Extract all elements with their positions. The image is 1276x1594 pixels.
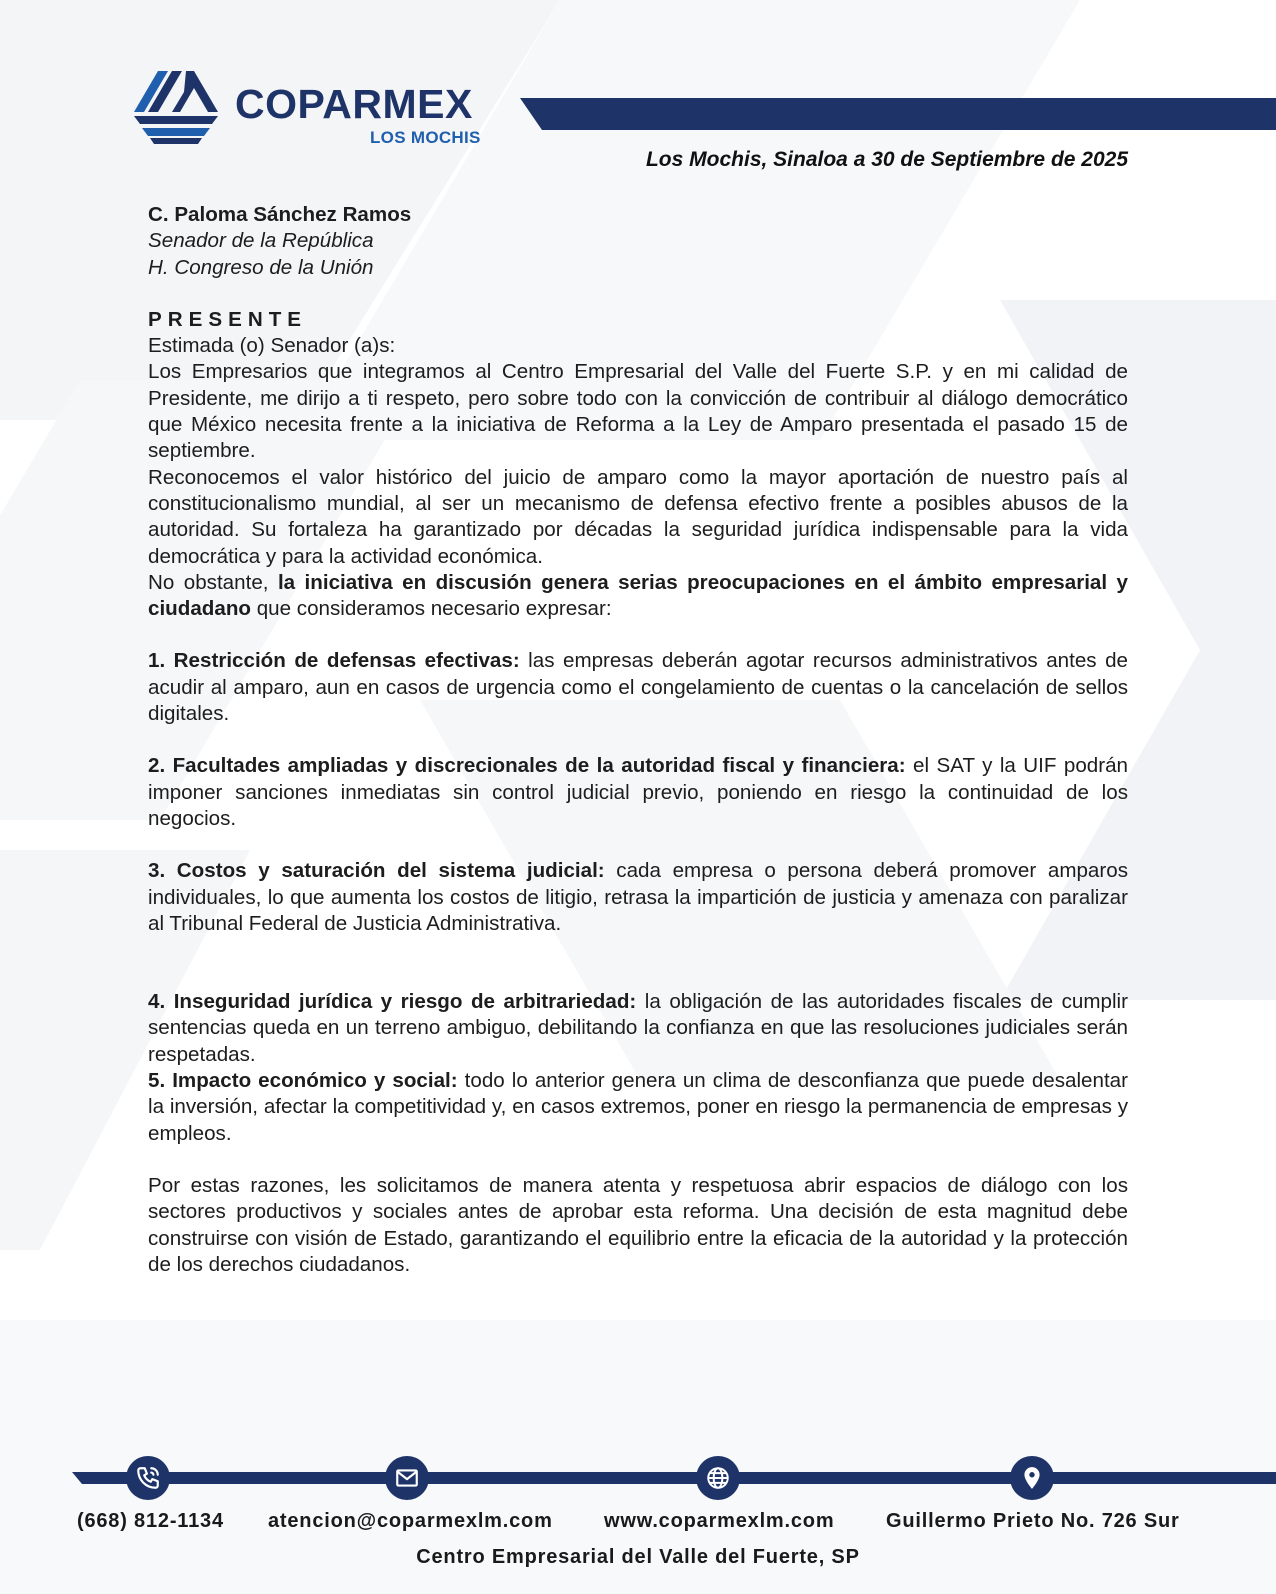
point-4 [148, 989, 1128, 1068]
point-text: la obligación de las autoridades fiscales de cumplir sentencias queda en un terreno ambiguo, debilitando la confianza en que las resoluciones judiciales serán respetadas. [148, 990, 1128, 1066]
coparmex-logo [132, 68, 492, 152]
coparmex-logo-mark-icon [132, 68, 220, 144]
footer-website[interactable]: www.coparmexlm.com [604, 1510, 835, 1532]
point-heading: 1. Restricción de defensas efectivas: [148, 649, 520, 673]
point-text: el SAT y la UIF podrán imponer sanciones inmediatas sin control judicial previo, poniendo en riesgo la continuidad de los negocios. [148, 754, 1129, 830]
letter-body [148, 202, 1128, 1278]
point-3 [148, 858, 1128, 937]
concern-paragraph [148, 570, 1128, 623]
closing-paragraph: Por estas razones, les solicitamos de manera atenta y respetuosa abrir espacios de diálogo con los sectores productivos y sociales antes de aprobar esta reforma. Una decisión de esta magnitud debe construirse con visión de Estado, garantizando el equilibrio entre la eficacia de la autoridad y la protección de los derechos ciudadanos. [148, 1173, 1128, 1276]
presente-heading: PRESENTE [148, 307, 308, 331]
recognition-paragraph: Reconocemos el valor histórico del juicio de amparo como la mayor aportación de nuestro país al constitucionalismo mundial, al ser un mecanismo de defensa efectivo frente a posibles abusos de la autoridad. Su fortaleza ha garantizado por décadas la seguridad jurídica indispensable para la vida democrática y para la actividad económica. [148, 465, 1128, 568]
phone-icon [126, 1456, 170, 1500]
footer-email[interactable]: atencion@coparmexlm.com [268, 1510, 553, 1532]
brand-name: COPARMEX [235, 81, 473, 127]
concern-lead: No obstante, [148, 570, 278, 594]
concern-tail: que consideramos necesario expresar: [250, 597, 612, 621]
footer-band [72, 1452, 1276, 1504]
point-heading: 4. Inseguridad jurídica y riesgo de arbitrariedad: [148, 990, 637, 1014]
point-heading: 2. Facultades ampliadas y discrecionales de la autoridad fiscal y financiera: [148, 754, 906, 778]
concern-bold: la iniciativa en discusión genera serias preocupaciones en el ámbito empresarial y ciudadano [148, 570, 1129, 621]
footer-phone[interactable]: (668) 812-1134 [77, 1510, 224, 1532]
point-heading: 3. Costos y saturación del sistema judicial: [148, 859, 605, 883]
footer-organization: Centro Empresarial del Valle del Fuerte, SP [416, 1546, 860, 1568]
point-heading: 5. Impacto económico y social: [148, 1069, 458, 1093]
date-line: Los Mochis, Sinaloa a 30 de Septiembre de 2025 [645, 148, 1128, 171]
brand-subtitle: LOS MOCHIS [370, 128, 481, 147]
point-2 [148, 753, 1128, 832]
email-icon [385, 1456, 429, 1500]
point-1 [148, 648, 1128, 727]
point-text: las empresas deberán agotar recursos administrativos antes de acudir al amparo, aun en casos de urgencia como el congelamiento de cuentas o la cancelación de sellos digitales. [148, 649, 1128, 726]
point-5 [148, 1068, 1128, 1147]
globe-icon [696, 1456, 740, 1500]
point-text: cada empresa o persona deberá promover amparos individuales, lo que aumenta los costos de litigio, retrasa la impartición de justicia y amenaza con paralizar al Tribunal Federal de Justicia Administrativa. [148, 859, 1128, 935]
intro-paragraph: Los Empresarios que integramos al Centro Empresarial del Valle del Fuerte S.P. y en mi calidad de Presidente, me dirijo a ti respeto, pero sobre todo con la convicción de contribuir al diálogo democrático que México necesita frente a la iniciativa de Reforma a la Ley de Amparo presentada el pasado 15 de septiembre. [148, 360, 1128, 463]
recipient-name: C. Paloma Sánchez Ramos [148, 203, 412, 226]
location-icon [1010, 1456, 1054, 1500]
recipient-title: Senador de la República [148, 229, 374, 253]
header-band [520, 98, 1276, 130]
recipient-institution: H. Congreso de la Unión [148, 255, 374, 279]
footer-address: Guillermo Prieto No. 726 Sur [886, 1510, 1180, 1532]
point-text: todo lo anterior genera un clima de desconfianza que puede desalentar la inversión, afectar la competitividad y, en casos extremos, poner en riesgo la permanencia de empresas y empleos. [148, 1069, 1128, 1145]
salutation: Estimada (o) Senador (a)s: [148, 334, 396, 358]
